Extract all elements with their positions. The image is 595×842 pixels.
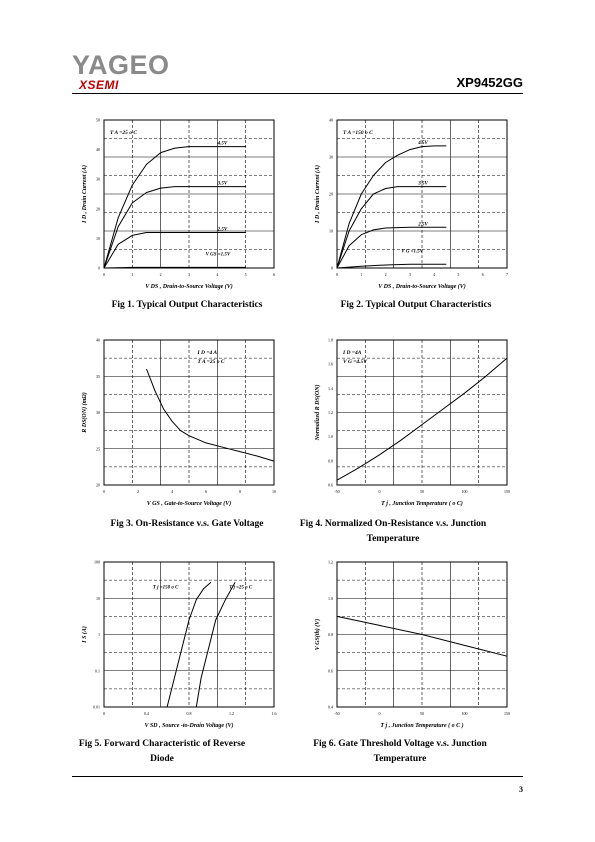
caption-fig5: Fig 5. Forward Characteristic of Reverse Diode (78, 739, 246, 764)
chart-annotation: T A =150 o C (343, 130, 373, 136)
series-label: 3.5V (418, 181, 428, 187)
x-tick-label: 5 (244, 272, 247, 277)
page-number: 3 (519, 785, 523, 794)
chart-annotation: I D =4 A (197, 350, 218, 356)
chart-annotation: V G =4.5V (343, 359, 367, 365)
y-tick-label: 20 (96, 206, 100, 212)
y-tick-label: 1.0 (328, 595, 333, 601)
grid (104, 562, 274, 707)
y-tick-label: 1.0 (328, 434, 333, 440)
x-tick-label: 0 (103, 711, 105, 716)
y-tick-label: 30 (329, 154, 333, 160)
x-tick-label: 3 (408, 272, 411, 277)
x-axis-label: V GS , Gate-to-Source Voltage (V) (146, 501, 232, 507)
y-tick-label: 0.8 (328, 632, 333, 637)
y-axis-label: Normalized R DS(ON) (315, 384, 321, 441)
x-tick-label: 6 (273, 272, 275, 277)
y-tick-label: 10 (329, 228, 333, 234)
caption-fig1: Fig 1. Typical Output Characteristics (111, 300, 263, 310)
y-tick-label: 0.6 (328, 668, 333, 674)
y-axis-label: I D , Drain Current (A) (82, 164, 88, 224)
x-axis-label: T j , Junction Temperature ( o C ) (380, 723, 464, 729)
series-label: T j =25 o C (229, 585, 253, 591)
series-label: 3.5V (217, 181, 228, 187)
y-tick-label: 30 (96, 410, 100, 415)
chart-fig5 (72, 552, 282, 732)
series-line (337, 264, 446, 268)
y-tick-label: 50 (96, 117, 100, 123)
x-tick-label: 100 (461, 489, 468, 494)
x-tick-label: 1 (360, 272, 363, 277)
x-tick-label: 150 (504, 489, 510, 494)
y-tick-label: 0.6 (328, 482, 333, 488)
series-label: 4.5V (418, 140, 428, 146)
x-tick-label: 4 (216, 272, 219, 277)
series-label: 2.5V (418, 222, 428, 228)
x-tick-label: 0 (378, 489, 381, 494)
x-tick-label: 10 (272, 489, 276, 494)
x-tick-label: 4 (433, 272, 436, 277)
chart-annotation: I D =4A (343, 350, 362, 356)
series-line (337, 227, 446, 268)
y-tick-label: 40 (96, 147, 100, 153)
caption-fig6: Fig 6. Gate Threshold Voltage v.s. Junction Temperature (313, 739, 487, 764)
y-tick-label: 10 (96, 595, 100, 601)
series-label: 2.5V (217, 227, 228, 233)
x-tick-label: 7 (506, 272, 508, 277)
series-line (196, 582, 235, 707)
x-tick-label: 1 (131, 272, 134, 277)
y-tick-label: 35 (96, 373, 100, 379)
chart-fig1 (72, 110, 282, 295)
x-tick-label: -50 (334, 711, 340, 716)
y-tick-label: 10 (96, 235, 100, 241)
x-tick-label: 1.6 (271, 711, 277, 716)
x-axis-label: T j , Junction Temperature ( o C) (381, 501, 463, 507)
y-axis-label: R DS(ON) (mΩ) (82, 392, 88, 433)
x-tick-label: 5 (457, 272, 460, 277)
x-axis-label: V DS , Drain-to-Source Voltage (V) (378, 284, 466, 290)
x-tick-label: 8 (239, 489, 241, 494)
caption-fig2: Fig 2. Typical Output Characteristics (340, 300, 492, 310)
chart-fig6 (305, 552, 515, 732)
x-tick-label: 3 (188, 272, 190, 277)
y-axis-label: I D , Drain Current (A) (315, 164, 321, 224)
x-tick-label: 6 (205, 489, 207, 494)
x-tick-label: 1.2 (229, 711, 234, 716)
chart-annotation: T A =25 o C (110, 130, 138, 136)
y-tick-label: 20 (329, 191, 333, 197)
series-line (147, 369, 275, 461)
x-axis-label: V DS , Drain-to-Source Voltage (V) (145, 284, 233, 290)
y-tick-label: 40 (329, 117, 333, 123)
series-label: 4.5V (217, 141, 228, 147)
y-tick-label: 0.4 (328, 704, 333, 710)
grid (104, 340, 274, 485)
chart-fig3 (72, 330, 282, 510)
caption-fig4: Fig 4. Normalized On-Resistance v.s. Junction Temperature (299, 519, 487, 544)
x-tick-label: 6 (481, 272, 484, 277)
y-tick-label: 1.4 (328, 385, 333, 391)
y-tick-label: 1.8 (328, 337, 333, 343)
y-tick-label: 0 (98, 265, 100, 271)
y-tick-label: 1 (98, 632, 100, 637)
logo-yageo: YAGEO (72, 50, 170, 80)
y-tick-label: 25 (96, 446, 100, 452)
y-tick-label: 100 (94, 559, 100, 565)
x-tick-label: 0 (103, 272, 105, 277)
y-tick-label: 0.8 (328, 458, 333, 464)
x-tick-label: 2 (137, 489, 139, 494)
y-tick-label: 0.1 (95, 668, 100, 674)
x-tick-label: -50 (334, 489, 340, 494)
series-line (104, 233, 246, 269)
series-label: V G =1.5V (401, 249, 424, 255)
y-tick-label: 0 (331, 265, 333, 271)
y-tick-label: 1.6 (328, 361, 333, 367)
y-tick-label: 30 (96, 176, 100, 182)
x-axis-label: V SD , Source -to-Drain Voltage (V) (144, 723, 234, 729)
x-tick-label: 2 (159, 272, 162, 277)
x-tick-label: 100 (461, 711, 468, 716)
x-tick-label: 50 (420, 489, 424, 494)
logo-xsemi: XSEMI (79, 78, 119, 92)
x-tick-label: 0 (103, 489, 105, 494)
x-tick-label: 2 (384, 272, 387, 277)
x-tick-label: 4 (171, 489, 173, 494)
y-tick-label: 20 (96, 482, 100, 488)
series-label: V GS =1.5V (205, 252, 231, 258)
footer-rule (72, 776, 523, 777)
y-tick-label: 1.2 (328, 559, 333, 565)
x-tick-label: 150 (504, 711, 510, 716)
y-axis-label: V GS(th) (V) (315, 618, 321, 651)
x-tick-label: 50 (420, 711, 424, 716)
y-tick-label: 0.01 (93, 704, 100, 710)
y-tick-label: 40 (96, 337, 100, 343)
grid (104, 120, 274, 268)
y-axis-label: I S (A) (82, 626, 88, 643)
x-tick-label: 0 (378, 711, 381, 716)
series-label: T j =150 o C (152, 585, 179, 591)
chart-fig2 (305, 110, 515, 295)
chart-fig4 (305, 330, 515, 510)
x-tick-label: 0 (336, 272, 338, 277)
part-number: XP9452GG (456, 75, 523, 90)
y-tick-label: 1.2 (328, 410, 333, 415)
x-tick-label: 0.4 (144, 711, 149, 716)
caption-fig3: Fig 3. On-Resistance v.s. Gate Voltage (110, 519, 264, 529)
header-rule (72, 93, 523, 94)
chart-annotation: T A =25 o C (197, 359, 225, 365)
x-tick-label: 0.8 (186, 711, 192, 716)
